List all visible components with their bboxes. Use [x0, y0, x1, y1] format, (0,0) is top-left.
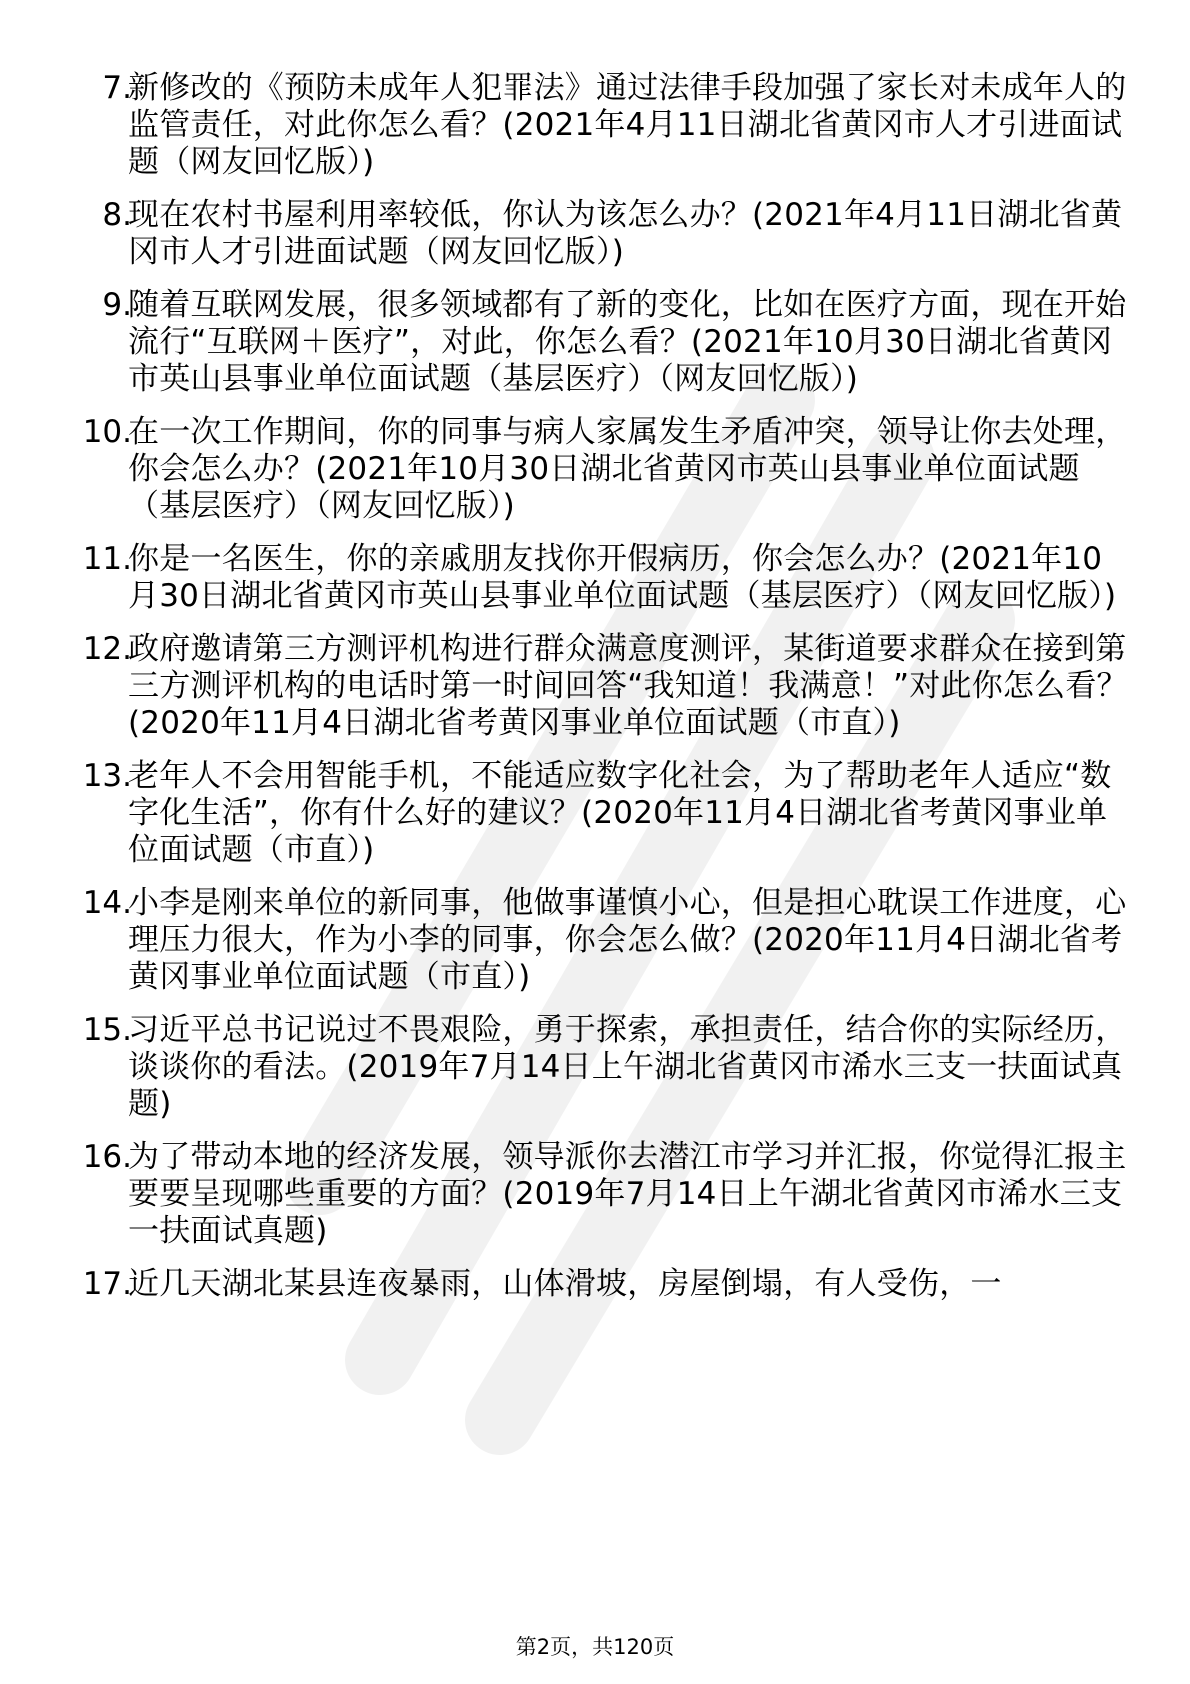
question-number: 13.: [82, 758, 132, 794]
question-text: 随着互联网发展，很多领域都有了新的变化，比如在医疗方面，现在开始流行“互联网＋医疗”，对此，你怎么看？(2021年10月30日湖北省黄冈市英山县事业单位面试题（基层医疗）（网友回忆版）): [128, 287, 1127, 397]
list-item: [0, 287, 1190, 398]
question-number: 16.: [82, 1139, 132, 1175]
list-item: [0, 541, 1190, 615]
list-item: [0, 1012, 1190, 1123]
question-number: 12.: [82, 631, 132, 667]
question-text: 近几天湖北某县连夜暴雨，山体滑坡，房屋倒塌，有人受伤，一: [128, 1266, 1002, 1302]
question-text: 为了带动本地的经济发展，领导派你去潜江市学习并汇报，你觉得汇报主要要呈现哪些重要的方面？(2019年7月14日上午湖北省黄冈市浠水三支一扶面试真题): [128, 1139, 1127, 1249]
question-text: 政府邀请第三方测评机构进行群众满意度测评，某街道要求群众在接到第三方测评机构的电话时第一时间回答“我知道！我满意！”对此你怎么看？(2020年11月4日湖北省考黄冈事业单位面试题（市直）): [128, 631, 1128, 741]
list-item: [0, 885, 1190, 996]
list-item: [0, 197, 1190, 271]
question-number: 14.: [82, 885, 132, 921]
question-text: 习近平总书记说过不畏艰险，勇于探索，承担责任，结合你的实际经历，谈谈你的看法。(2019年7月14日上午湖北省黄冈市浠水三支一扶面试真题): [128, 1012, 1127, 1122]
question-number: 15.: [82, 1012, 132, 1048]
list-item: [0, 758, 1190, 869]
question-number: 7.: [102, 70, 132, 106]
question-number: 11.: [82, 541, 132, 577]
question-number: 8.: [102, 197, 132, 233]
list-item: [0, 1266, 1190, 1303]
question-text: 小李是刚来单位的新同事，他做事谨慎小心，但是担心耽误工作进度，心理压力很大，作为小李的同事，你会怎么做？(2020年11月4日湖北省考黄冈事业单位面试题（市直）): [128, 885, 1127, 995]
question-text: 新修改的《预防未成年人犯罪法》通过法律手段加强了家长对未成年人的监管责任，对此你怎么看？(2021年4月11日湖北省黄冈市人才引进面试题（网友回忆版）): [128, 70, 1127, 180]
list-item: [0, 70, 1190, 181]
list-item: [0, 1139, 1190, 1250]
question-list: [0, 70, 1190, 1303]
list-item: [0, 631, 1190, 742]
question-text: 老年人不会用智能手机，不能适应数字化社会，为了帮助老年人适应“数字化生活”，你有什么好的建议？(2020年11月4日湖北省考黄冈事业单位面试题（市直）): [128, 758, 1112, 868]
question-number: 9.: [102, 287, 132, 323]
page-footer: [0, 1634, 1190, 1660]
question-text: 在一次工作期间，你的同事与病人家属发生矛盾冲突，领导让你去处理，你会怎么办？(2021年10月30日湖北省黄冈市英山县事业单位面试题（基层医疗）（网友回忆版）): [128, 414, 1127, 524]
question-number: 17.: [82, 1266, 132, 1302]
list-item: [0, 414, 1190, 525]
question-text: 现在农村书屋利用率较低，你认为该怎么办？(2021年4月11日湖北省黄冈市人才引进面试题（网友回忆版）): [128, 197, 1123, 270]
question-text: 你是一名医生，你的亲戚朋友找你开假病历，你会怎么办？(2021年10月30日湖北省黄冈市英山县事业单位面试题（基层医疗）（网友回忆版）): [128, 541, 1117, 614]
question-number: 10.: [82, 414, 132, 450]
page-number-label: 第2页，共120页: [515, 1635, 675, 1659]
